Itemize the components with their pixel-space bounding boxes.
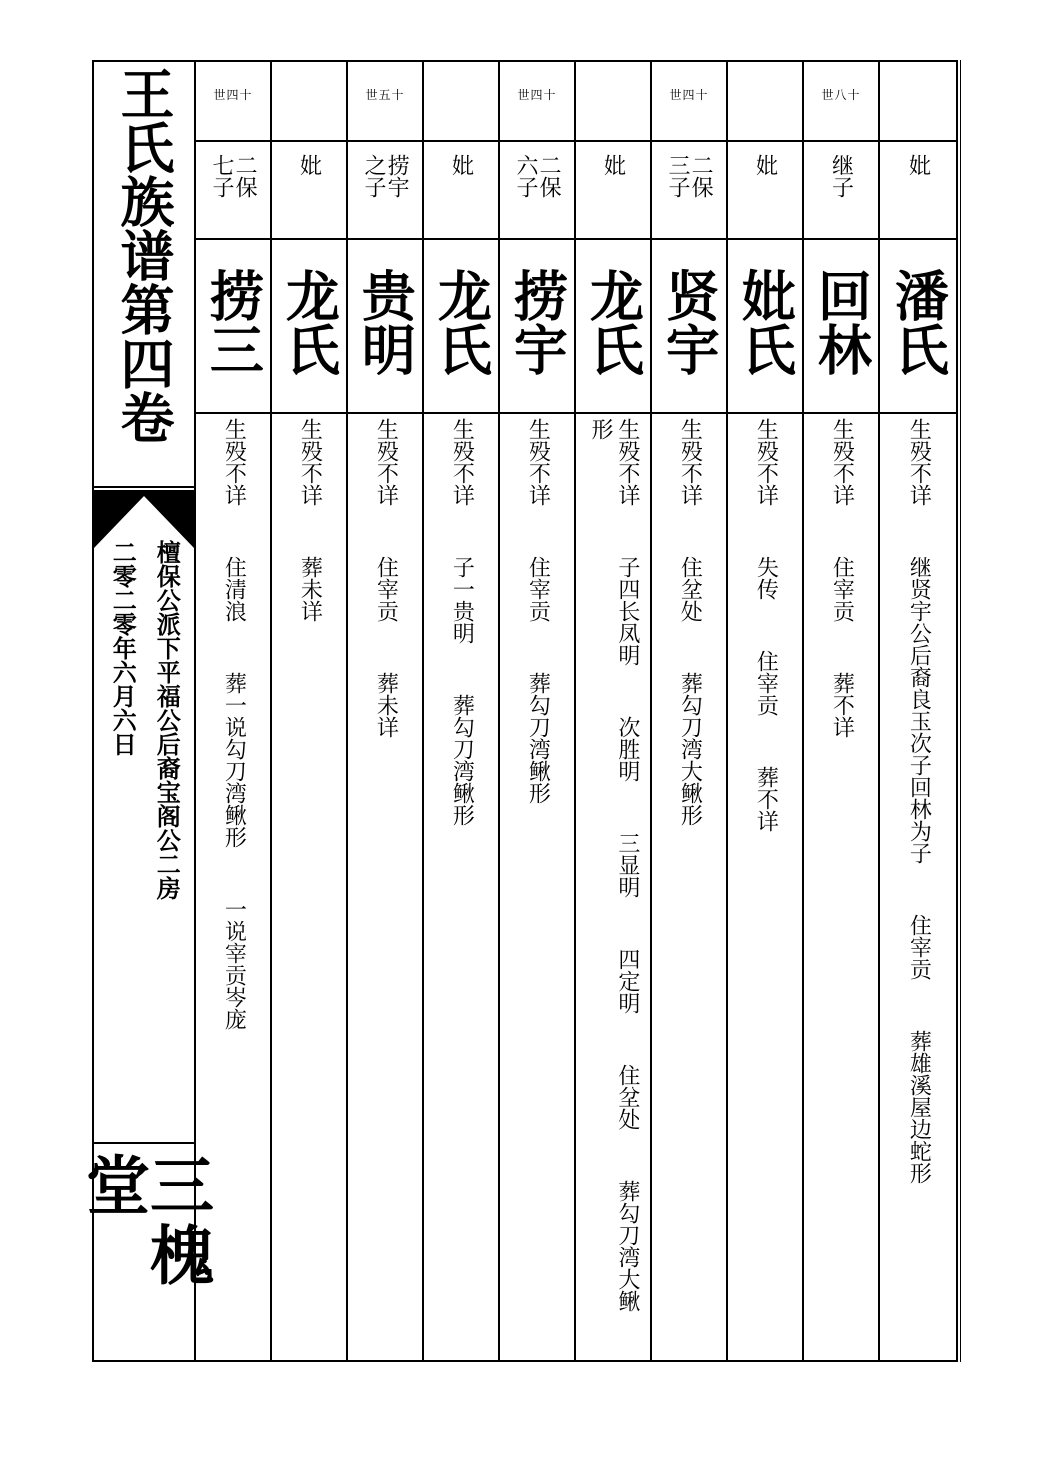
branch-subtitle-text: 檀保公派下平福公后裔宝阁公二房: [152, 540, 182, 900]
relation-text: 二保 七子: [209, 154, 258, 198]
person-name: [424, 268, 498, 408]
person-name: [348, 268, 422, 408]
book-title: [94, 66, 194, 488]
person-details-text: 生殁不详 住宰贡 葬不详: [829, 418, 855, 738]
branch-subtitle: [146, 540, 186, 1040]
relation-label: [728, 154, 802, 234]
person-name: [728, 268, 802, 408]
person-details: [348, 418, 422, 1348]
relation-label: [424, 154, 498, 234]
generation-label: 世四十: [517, 88, 557, 102]
relation-text: 妣: [600, 154, 626, 176]
person-name-text: 龙氏: [277, 268, 342, 376]
entry-column: [272, 62, 348, 1360]
person-details: [424, 418, 498, 1348]
person-details-text: 生殁不详 子四长凤明 次胜明 三显明 四定明 住坌处 葬勾刀湾大鳅 形: [588, 418, 640, 1312]
relation-label: [500, 154, 574, 234]
person-details-text: 生殁不详 子一贵明 葬勾刀湾鳅形: [449, 418, 475, 826]
hall-name: [75, 1152, 214, 1358]
generation-label: 世四十: [669, 88, 709, 102]
genealogy-grid: [196, 62, 956, 1360]
person-details: [500, 418, 574, 1348]
person-details-text: 生殁不详 继贤宇公后裔良玉次子回林为子 住宰贡 葬雄溪屋边蛇形: [906, 418, 932, 1184]
book-title-text: 王氏族谱第四卷: [112, 66, 176, 444]
entry-column: [348, 62, 424, 1360]
relation-text: 捞宇 之子: [361, 154, 410, 198]
entry-column: [576, 62, 652, 1360]
person-name-text: 龙氏: [581, 268, 646, 376]
relation-text: 继子: [828, 154, 854, 198]
relation-label: [348, 154, 422, 234]
person-name: [500, 268, 574, 408]
generation-label: 世五十: [365, 88, 405, 102]
person-name-text: 龙氏: [429, 268, 494, 376]
divider: [94, 1142, 194, 1144]
entry-column: [196, 62, 272, 1360]
person-name: [196, 268, 270, 408]
person-details-text: 生殁不详 失传 住宰贡 葬不详: [753, 418, 779, 832]
person-name: [652, 268, 726, 408]
hall-name-text: 三槐堂: [75, 1152, 214, 1292]
relation-label: [880, 154, 956, 234]
person-details: [652, 418, 726, 1348]
relation-label: [804, 154, 878, 234]
entry-column: [652, 62, 728, 1360]
entry-column: [804, 62, 880, 1360]
person-name-text: 潘氏: [886, 268, 951, 376]
generation-label: 世八十: [821, 88, 861, 102]
person-name-text: 贤宇: [657, 268, 722, 376]
relation-label: [576, 154, 650, 234]
relation-text: 妣: [905, 154, 931, 176]
person-details: [196, 418, 270, 1348]
person-name-text: 捞三: [201, 268, 266, 376]
outer-border-line: [960, 60, 961, 1362]
relation-text: 二保 六子: [513, 154, 562, 198]
compile-date-text: 二零二零年六月六日: [108, 540, 138, 756]
relation-label: [196, 154, 270, 234]
person-name-text: 贵明: [353, 268, 418, 376]
entry-column: [500, 62, 576, 1360]
relation-label: [652, 154, 726, 234]
person-name: [804, 268, 878, 408]
entry-column: [880, 62, 956, 1360]
person-details-text: 生殁不详 住清浪 葬一说勾刀湾鳅形 一说宰贡岑庞: [221, 418, 247, 1030]
person-details: [804, 418, 878, 1348]
person-details: [880, 418, 956, 1348]
person-name: [576, 268, 650, 408]
person-details-text: 生殁不详 住宰贡 葬勾刀湾鳅形: [525, 418, 551, 804]
relation-text: 二保 三子: [665, 154, 714, 198]
compile-date: [102, 540, 142, 840]
relation-label: [272, 154, 346, 234]
person-details-text: 生殁不详 住坌处 葬勾刀湾大鳅形: [677, 418, 703, 826]
person-name: [880, 268, 956, 408]
genealogy-page-frame: [75, 60, 958, 1362]
person-name-text: 捞宇: [505, 268, 570, 376]
divider: [94, 486, 194, 488]
relation-text: 妣: [448, 154, 474, 176]
person-details: [576, 418, 650, 1348]
person-name-text: 回林: [809, 268, 874, 376]
person-details-text: 生殁不详 葬未详: [297, 418, 323, 622]
relation-text: 妣: [752, 154, 778, 176]
relation-text: 妣: [296, 154, 322, 176]
entry-column: [424, 62, 500, 1360]
person-details-text: 生殁不详 住宰贡 葬未详: [373, 418, 399, 738]
person-name: [272, 268, 346, 408]
title-column: [75, 62, 214, 1360]
person-details: [728, 418, 802, 1348]
person-name-text: 妣氏: [733, 268, 798, 376]
entry-column: [728, 62, 804, 1360]
generation-label: 世四十: [213, 88, 253, 102]
person-details: [272, 418, 346, 1348]
